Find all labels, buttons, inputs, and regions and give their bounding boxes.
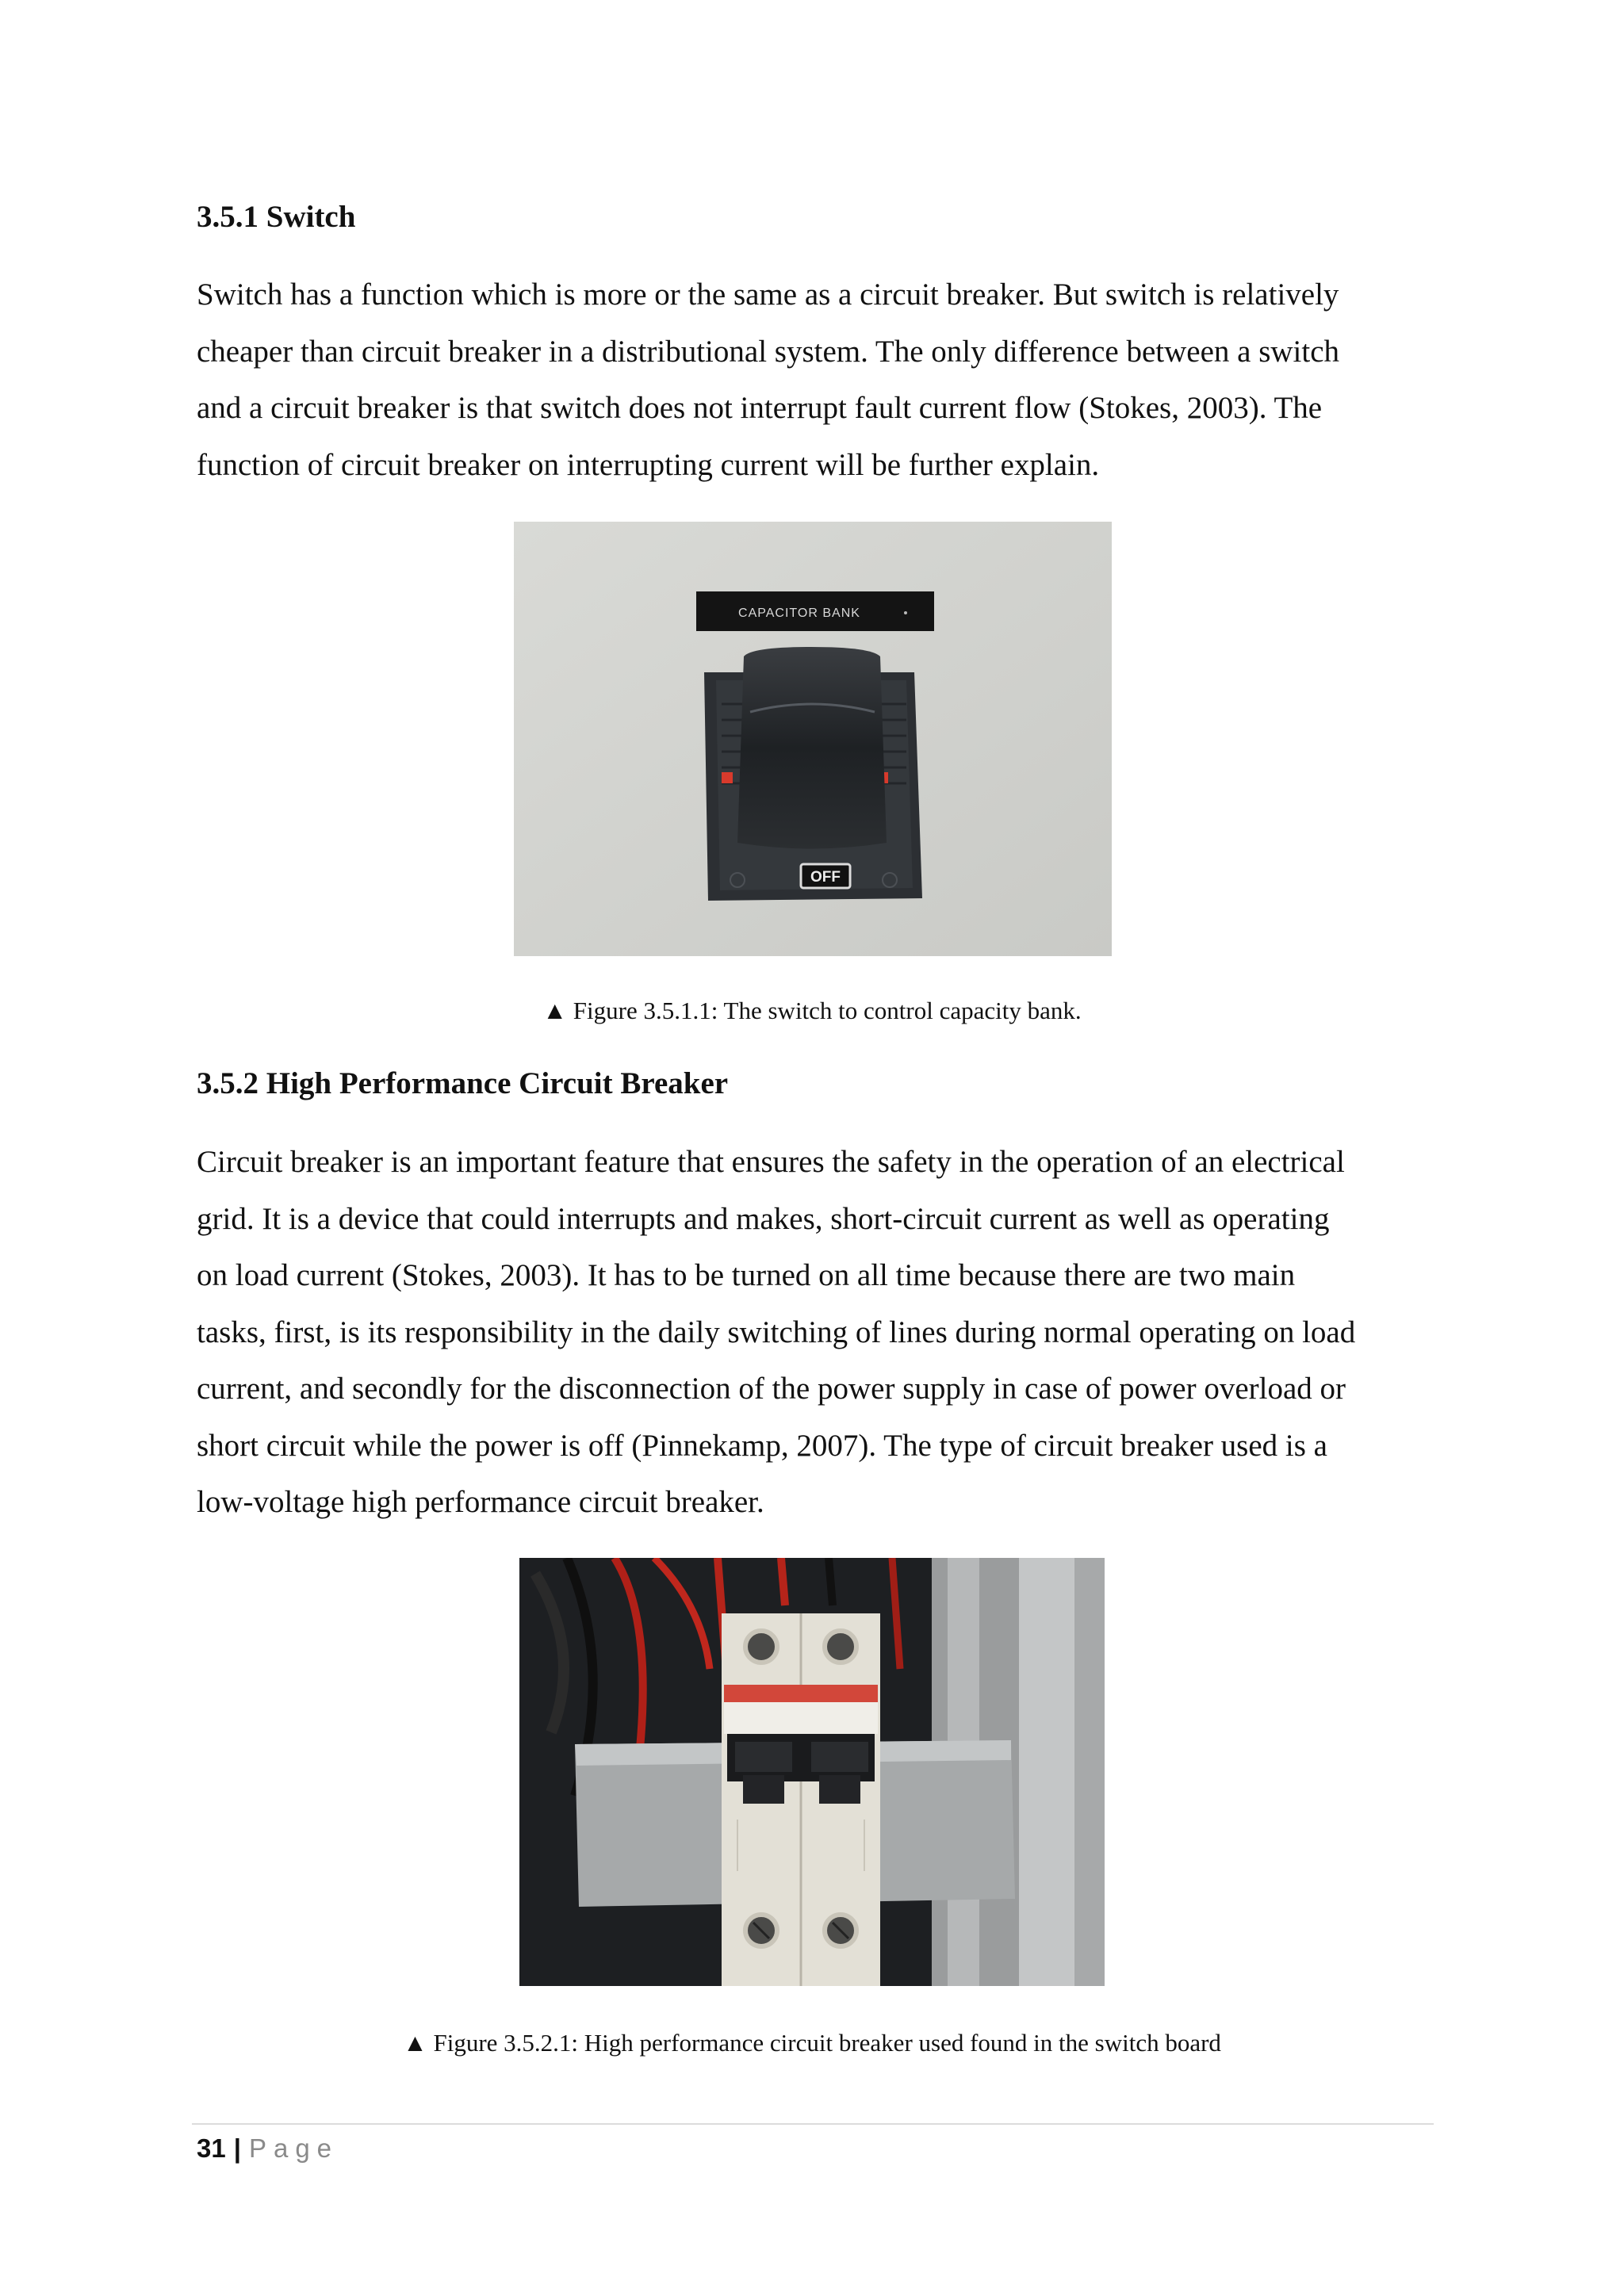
footer-divider (192, 2123, 1434, 2125)
paragraph-switch (197, 266, 1434, 493)
figure-capacitor-switch-photo (514, 522, 1112, 956)
page-label: Page (248, 2133, 339, 2163)
label-plate-text: CAPACITOR BANK (738, 607, 860, 620)
figure-circuit-breaker-photo (519, 1558, 1105, 1986)
off-badge-text: OFF (810, 869, 841, 886)
footer-separator: | (233, 2133, 241, 2163)
paragraph-line: Circuit breaker is an important feature that ensures the safety in the operation of an electrical (197, 1145, 1345, 1179)
breaker-label-strip (724, 1685, 878, 1702)
section-heading-circuit-breaker: 3.5.2 High Performance Circuit Breaker (197, 1066, 729, 1100)
section-heading-switch: 3.5.1 Switch (197, 200, 356, 234)
paragraph-line: low-voltage high performance circuit breaker. (197, 1485, 764, 1519)
circuit-breaker-illustration (519, 1558, 1105, 1986)
paragraph-line: short circuit while the power is off (Pinnekamp, 2007). The type of circuit breaker used is a (197, 1428, 1327, 1463)
page-number: 31 (197, 2133, 226, 2163)
page-footer (197, 2131, 339, 2166)
paragraph-line: tasks, first, is its responsibility in the daily switching of lines during normal operating on load (197, 1314, 1356, 1349)
capacitor-switch-illustration (514, 522, 1112, 956)
paragraph-line: Switch has a function which is more or the same as a circuit breaker. But switch is relatively (197, 277, 1339, 312)
paragraph-line: current, and secondly for the disconnection of the power supply in case of power overload or (197, 1372, 1346, 1406)
paragraph-line: function of circuit breaker on interrupting current will be further explain. (197, 447, 1100, 482)
paragraph-line: and a circuit breaker is that switch does not interrupt fault current flow (Stokes, 2003). The (197, 391, 1323, 425)
paragraph-line: grid. It is a device that could interrupts and makes, short-circuit current as well as operating (197, 1201, 1330, 1236)
paragraph-circuit-breaker (197, 1134, 1434, 1531)
figure-caption-switch: ▲ Figure 3.5.1.1: The switch to control capacity bank. (542, 997, 1082, 1024)
switch-lever (737, 647, 887, 849)
figure-caption-circuit-breaker: ▲ Figure 3.5.2.1: High performance circuit breaker used found in the switch board (403, 2029, 1221, 2057)
paragraph-line: cheaper than circuit breaker in a distributional system. The only difference between a switch (197, 334, 1340, 369)
paragraph-line: on load current (Stokes, 2003). It has to be turned on all time because there are two main (197, 1258, 1296, 1292)
